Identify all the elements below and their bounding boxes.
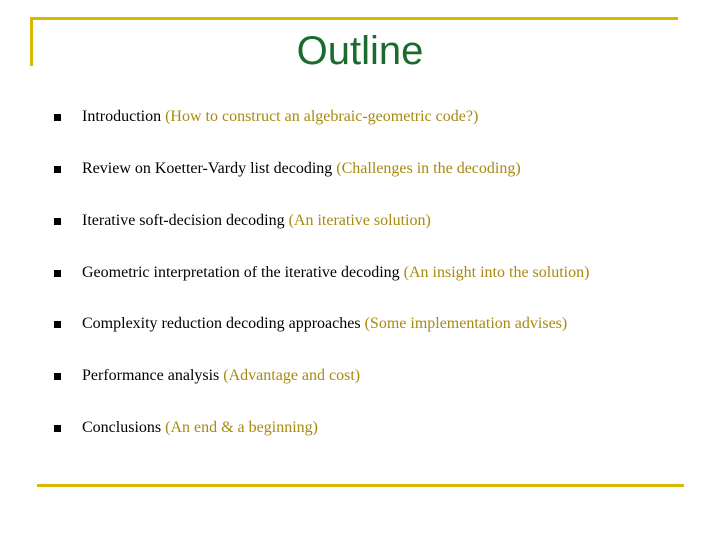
outline-item-topic: Complexity reduction decoding approaches xyxy=(82,315,361,332)
outline-item xyxy=(54,210,704,232)
outline-item-topic: Introduction xyxy=(82,108,162,125)
square-bullet-icon xyxy=(54,218,61,225)
outline-item-text xyxy=(82,313,567,335)
outline-item xyxy=(54,365,704,387)
outline-item xyxy=(54,158,704,180)
square-bullet-icon xyxy=(54,166,61,173)
outline-item-note: (Challenges in the decoding) xyxy=(336,160,521,177)
outline-item-note: (How to construct an algebraic-geometric code?) xyxy=(165,108,479,125)
square-bullet-icon xyxy=(54,373,61,380)
outline-item-topic: Review on Koetter-Vardy list decoding xyxy=(82,160,333,177)
outline-item-note: (An end & a beginning) xyxy=(165,419,318,436)
outline-item-note: (An insight into the solution) xyxy=(403,264,590,281)
square-bullet-icon xyxy=(54,270,61,277)
outline-item-note: (Advantage and cost) xyxy=(223,367,361,384)
outline-item-text xyxy=(82,365,360,387)
outline-item-note: (Some implementation advises) xyxy=(364,315,568,332)
outline-item-topic: Iterative soft-decision decoding xyxy=(82,212,285,229)
square-bullet-icon xyxy=(54,425,61,432)
outline-item-text xyxy=(82,262,589,284)
outline-item-note: (An iterative solution) xyxy=(288,212,431,229)
outline-item xyxy=(54,417,704,439)
outline-item-topic: Conclusions xyxy=(82,419,162,436)
outline-item-text xyxy=(82,417,318,439)
outline-item xyxy=(54,106,704,128)
square-bullet-icon xyxy=(54,321,61,328)
outline-item xyxy=(54,313,704,335)
outline-item-text xyxy=(82,106,478,128)
slide-title: Outline xyxy=(296,29,424,73)
outline-item xyxy=(54,262,704,284)
outline-item-text xyxy=(82,210,431,232)
outline-item-topic: Performance analysis xyxy=(82,367,220,384)
square-bullet-icon xyxy=(54,114,61,121)
outline-item-text xyxy=(82,158,521,180)
outline-item-topic: Geometric interpretation of the iterative decoding xyxy=(82,264,400,281)
